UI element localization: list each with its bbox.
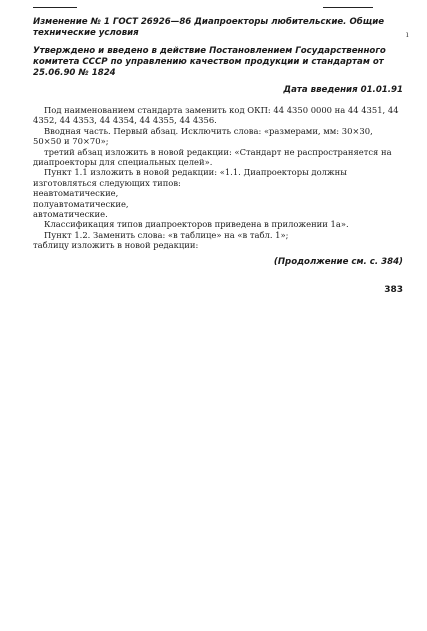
paragraph-clause-1-1: Пункт 1.1 изложить в новой редакции: «1.1. Диапроекторы должны изготовляться следующих типов: <box>33 167 347 188</box>
paragraph-intro-part: Вводная часть. Первый абзац. Исключить слова: «размерами, мм: 30×30, 50×50 и 70×70»; <box>33 125 373 147</box>
top-rule-right <box>323 7 373 8</box>
document-page <box>33 17 403 295</box>
paragraph-clause-1-2: Пункт 1.2. Заменить слова: «в таблице» на «в табл. 1»; <box>44 229 289 240</box>
edge-mark: ı <box>406 30 409 39</box>
paragraph-classification: Классификация типов диапроекторов приведена в приложении 1а». <box>44 219 349 230</box>
paragraph-table-new: таблицу изложить в новой редакции: <box>33 240 199 251</box>
paragraph-third-abzac: третий абзац изложить в новой редакции: «Стандарт не распространяется на диапроекторы для специальных целей». <box>33 146 392 168</box>
introduction-date: Дата введения 01.01.91 <box>283 85 403 95</box>
amendment-body <box>33 105 403 251</box>
paragraph-okp-code: Под наименованием стандарта заменить код ОКП: 44 4350 0000 на 44 4351, 44 4352, 44 4353, 44 4354, 44 4355, 44 4356. <box>33 105 399 126</box>
list-item-type: автоматические. <box>33 209 108 220</box>
list-item-type: неавтоматические, <box>33 188 119 199</box>
continuation-note: (Продолжение см. с. 384) <box>273 256 403 267</box>
list-item-type: полуавтоматические, <box>33 198 129 209</box>
page-number: 383 <box>384 284 403 295</box>
amendment-title: Изменение № 1 ГОСТ 26926—86 Диапроекторы любительские. Общие технические условия <box>33 17 385 38</box>
approval-statement: Утверждено и введено в действие Постановлением Государственного комитета СССР по управлению качеством продукции и стандартам от 25.06.90 № 1824 <box>33 46 386 78</box>
top-rule-left <box>33 7 77 8</box>
